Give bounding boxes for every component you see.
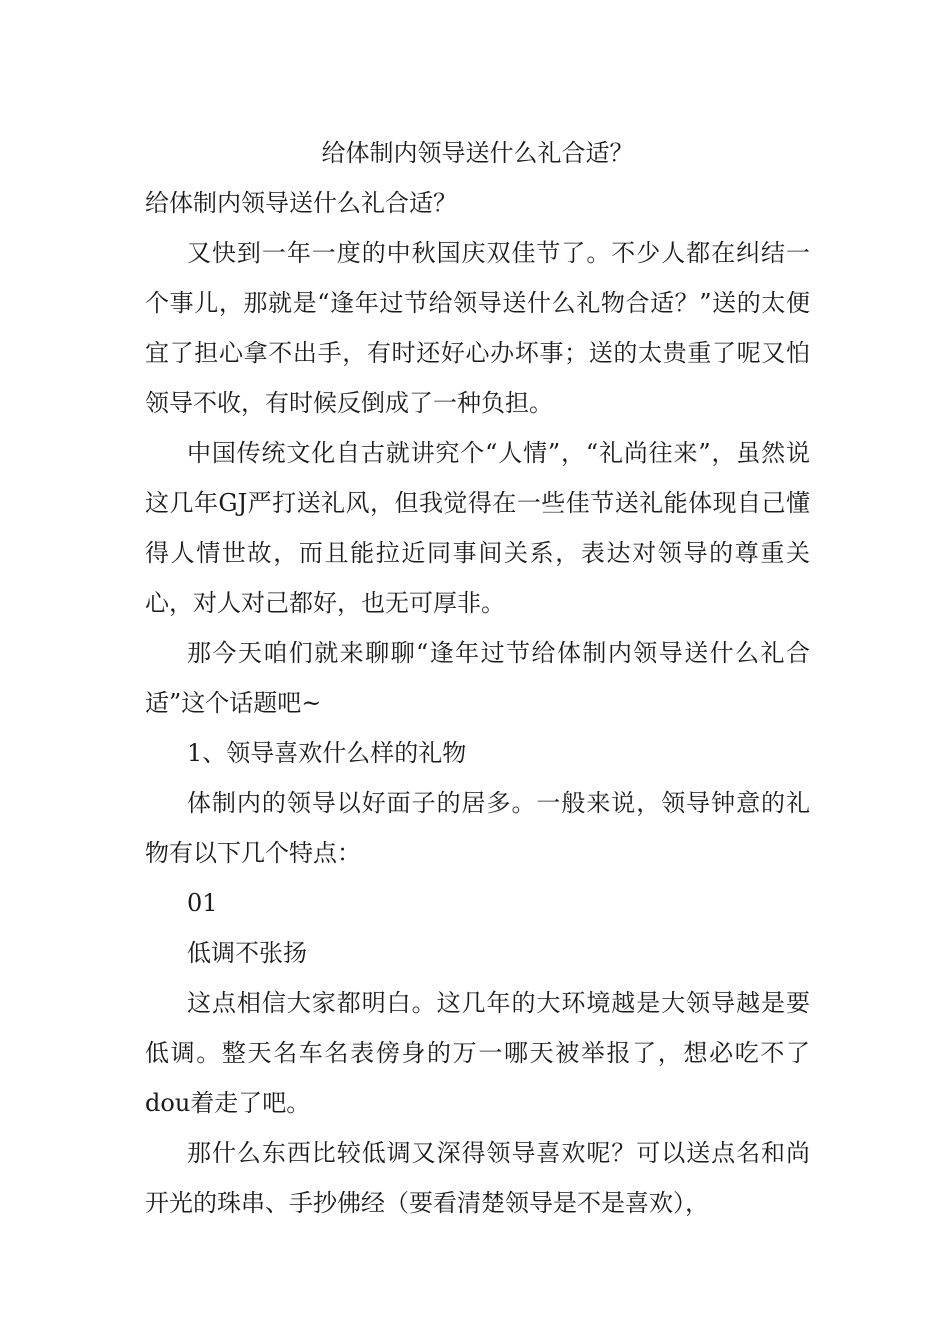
document-body xyxy=(145,128,810,1228)
section-heading: 1、领导喜欢什么样的礼物 xyxy=(187,739,467,767)
point-number: 01 xyxy=(187,889,218,917)
point-heading: 低调不张扬 xyxy=(187,939,307,967)
paragraph: 那什么东西比较低调又深得领导喜欢呢？可以送点名和尚开光的珠串、手抄佛经（要看清楚领导是不是喜欢）， xyxy=(145,1139,810,1217)
paragraph: 又快到一年一度的中秋国庆双佳节了。不少人都在纠结一个事儿，那就是“逢年过节给领导送什么礼物合适？”送的太便宜了担心拿不出手，有时还好心办坏事；送的太贵重了呢又怕领导不收，有时候反倒成了一种负担。 xyxy=(145,239,810,417)
document-title: 给体制内领导送什么礼合适？ xyxy=(321,139,634,167)
paragraph: 体制内的领导以好面子的居多。一般来说，领导钟意的礼物有以下几个特点： xyxy=(145,789,810,867)
paragraph: 那今天咱们就来聊聊“逢年过节给体制内领导送什么礼合适”这个话题吧~ xyxy=(145,639,810,717)
paragraph: 中国传统文化自古就讲究个“人情”，“礼尚往来”，虽然说这几年GJ严打送礼风，但我觉得在一些佳节送礼能体现自己懂得人情世故，而且能拉近同事间关系，表达对领导的尊重关心，对人对己都好，也无可厚非。 xyxy=(145,439,810,617)
paragraph: 给体制内领导送什么礼合适？ xyxy=(145,189,457,217)
paragraph: 这点相信大家都明白。这几年的大环境越是大领导越是要低调。整天名车名表傍身的万一哪天被举报了，想必吃不了dou着走了吧。 xyxy=(145,989,810,1117)
